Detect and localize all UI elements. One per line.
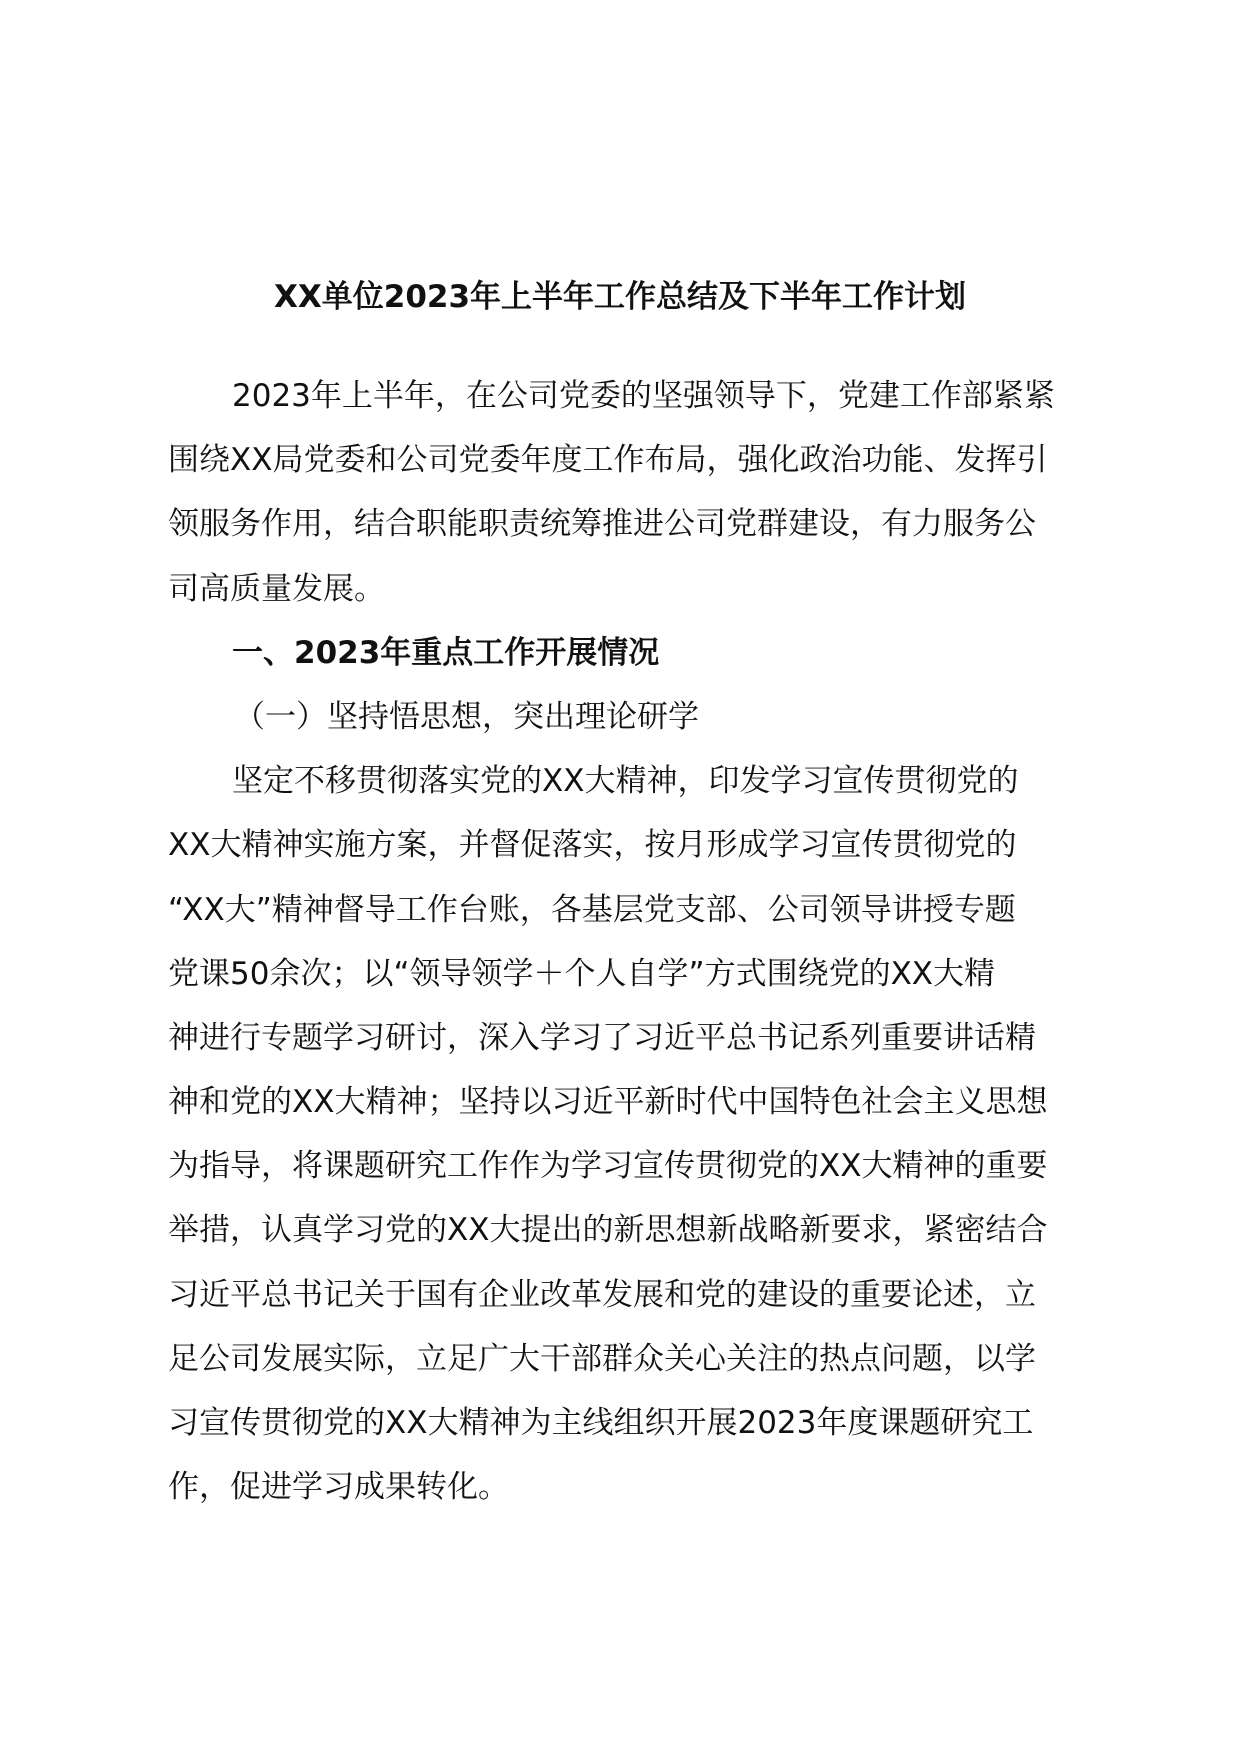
intro-paragraph-line: 围绕XX局党委和公司党委年度工作布局，强化政治功能、发挥引	[168, 442, 1048, 479]
subsection-paragraph-line: 神进行专题学习研讨，深入学习了习近平总书记系列重要讲话精	[168, 1019, 1036, 1056]
subsection-paragraph-line: “XX大”精神督导工作台账，各基层党支部、公司领导讲授专题	[168, 891, 1016, 928]
subsection-paragraph-line: 为指导，将课题研究工作作为学习宣传贯彻党的XX大精神的重要	[168, 1148, 1048, 1185]
subsection-paragraph-line: 党课50余次；以“领导领学＋个人自学”方式围绕党的XX大精	[168, 955, 996, 992]
subsection-heading: （一）坚持悟思想，突出理论研学	[234, 698, 699, 735]
intro-paragraph-line: 2023年上半年，在公司党委的坚强领导下，党建工作部紧紧	[232, 378, 1055, 414]
subsection-paragraph-line: 足公司发展实际，立足广大干部群众关心关注的热点问题，以学	[168, 1340, 1036, 1377]
section-heading: 一、2023年重点工作开展情况	[232, 634, 660, 671]
subsection-paragraph-line: XX大精神实施方案，并督促落实，按月形成学习宣传贯彻党的	[168, 827, 1017, 864]
subsection-paragraph-line: 神和党的XX大精神；坚持以习近平新时代中国特色社会主义思想	[168, 1084, 1048, 1121]
subsection-paragraph-line: 作，促进学习成果转化。	[168, 1469, 509, 1506]
subsection-paragraph-line: 习宣传贯彻党的XX大精神为主线组织开展2023年度课题研究工	[168, 1405, 1034, 1441]
intro-paragraph-line: 司高质量发展。	[168, 570, 385, 607]
document-title: XX单位2023年上半年工作总结及下半年工作计划	[273, 279, 967, 315]
subsection-paragraph-line: 坚定不移贯彻落实党的XX大精神，印发学习宣传贯彻党的	[232, 763, 1019, 800]
subsection-paragraph-line: 举措，认真学习党的XX大提出的新思想新战略新要求，紧密结合	[168, 1212, 1048, 1249]
subsection-paragraph-line: 习近平总书记关于国有企业改革发展和党的建设的重要论述，立	[168, 1276, 1036, 1313]
document-body	[168, 364, 1128, 1519]
intro-paragraph-line: 领服务作用，结合职能职责统筹推进公司党群建设，有力服务公	[168, 506, 1036, 543]
